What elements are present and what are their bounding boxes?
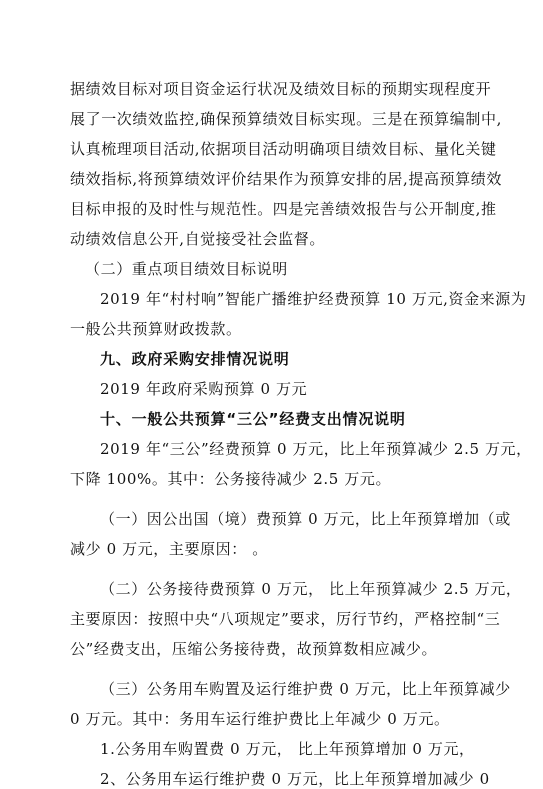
subsection-heading: （二）重点项目绩效目标说明 [85,260,288,278]
paragraph-line: 动绩效信息公开,自觉接受社会监督。 [70,230,325,248]
paragraph-line: 认真梳理项目活动,依据项目活动明确项目绩效目标、量化关键 [70,140,497,158]
paragraph-line: 0 万元。其中：务用车运行维护费比上年减少 0 万元。 [70,710,450,728]
paragraph-line: 2019 年“村村响”智能广播维护经费预算 10 万元,资金来源为 [100,290,527,308]
paragraph-line: 1.公务用车购置费 0 万元， 比上年预算增加 0 万元， [100,740,475,758]
paragraph-line: 绩效指标,将预算绩效评价结果作为预算安排的居,提高预算绩效 [70,170,502,188]
section-heading: 九、政府采购安排情况说明 [100,350,290,368]
paragraph-line: 展了一次绩效监控,确保预算绩效目标实现。三是在预算编制中, [70,110,502,128]
paragraph-line: 2019 年“三公”经费预算 0 万元，比上年预算减少 2.5 万元， [100,440,532,458]
paragraph-line: （二）公务接待费预算 0 万元， 比上年预算减少 2.5 万元， [100,580,522,598]
section-heading: 十、一般公共预算“三公”经费支出情况说明 [100,410,406,428]
paragraph-line: 2019 年政府采购预算 0 万元 [100,380,308,398]
paragraph-line: 主要原因：按照中央“八项规定”要求，厉行节约，严格控制“三 [70,610,501,628]
paragraph-line: 据绩效目标对项目资金运行状况及绩效目标的预期实现程度开 [70,80,492,98]
paragraph-line: 公”经费支出，压缩公务接待费，故预算数相应减少。 [70,640,438,658]
paragraph-line: 下降 100%。其中：公务接待减少 2.5 万元。 [70,470,392,488]
paragraph-line: （三）公务用车购置及运行维护费 0 万元，比上年预算减少 [100,680,511,698]
paragraph-line: 目标申报的及时性与规范性。四是完善绩效报告与公开制度,推 [70,200,497,218]
paragraph-line: 一般公共预算财政拨款。 [70,320,242,338]
paragraph-line: （一）因公出国（境）费预算 0 万元，比上年预算增加（或 [100,510,511,528]
paragraph-line: 2、公务用车运行维护费 0 万元，比上年预算增加减少 0 [100,770,490,788]
paragraph-line: 减少 0 万元，主要原因： 。 [70,540,268,558]
